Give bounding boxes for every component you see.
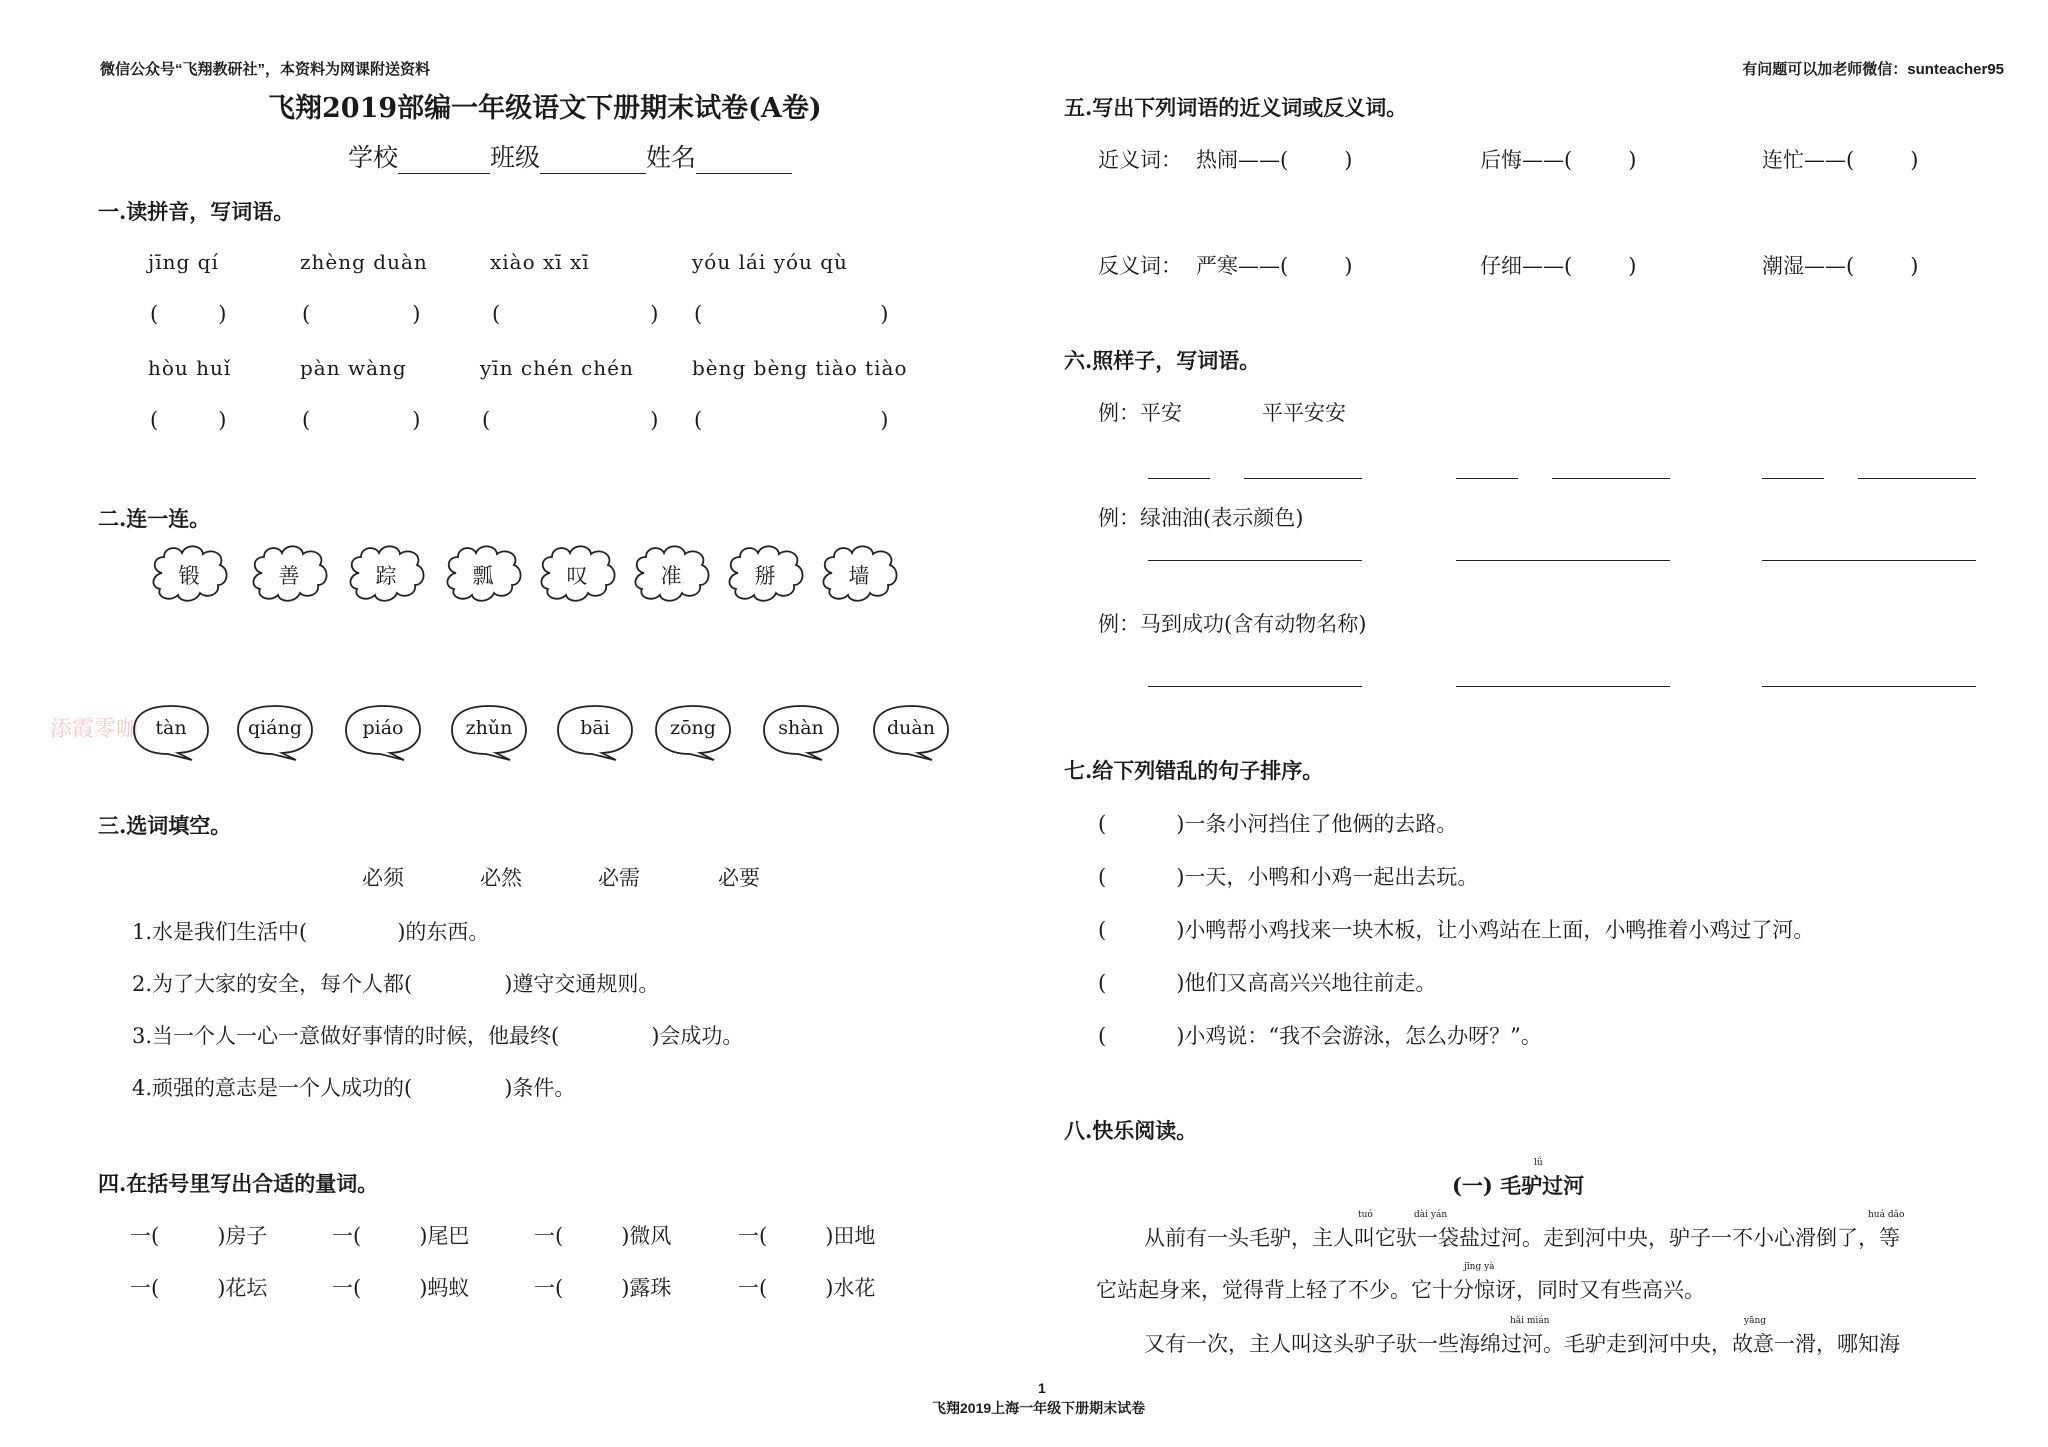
- sentence-item: [1098, 861, 1478, 891]
- word-prompt: 连忙——(: [1762, 148, 1855, 172]
- pinyin-bubble-text: zōng: [670, 717, 716, 739]
- answer-paren[interactable]: ( ): [150, 302, 227, 326]
- pinyin-item: yīn chén chén: [480, 356, 634, 380]
- item-prefix: 一(: [332, 1224, 362, 1248]
- answer-line[interactable]: [1148, 686, 1362, 687]
- answer-line[interactable]: [1456, 560, 1670, 561]
- section7-heading: 七.给下列错乱的句子排序。: [1064, 758, 1324, 783]
- section1-heading: 一.读拼音，写词语。: [98, 199, 295, 224]
- word-prompt: 热闹——(: [1196, 148, 1289, 172]
- measure-word-item: [130, 1272, 267, 1302]
- word-prompt: 潮湿——(: [1762, 254, 1855, 278]
- cloud-character[interactable]: [724, 543, 806, 607]
- answer-line[interactable]: [1762, 686, 1976, 687]
- cloud-character-text: 踪: [375, 564, 397, 588]
- measure-word-item: [534, 1272, 671, 1302]
- cloud-character-text: 准: [660, 564, 682, 588]
- sentence-text: )小鸡说：“我不会游泳，怎么办呀？”。: [1176, 1024, 1542, 1048]
- page-number: 1: [1038, 1380, 1046, 1396]
- pinyin-bubble[interactable]: [128, 700, 214, 764]
- antonym-item: [1196, 250, 1352, 280]
- sentence-text: )他们又高高兴兴地往前走。: [1176, 971, 1437, 995]
- item-suffix: )微风: [621, 1224, 672, 1248]
- answer-paren[interactable]: ( ): [302, 302, 421, 326]
- pinyin-bubble-text: duàn: [887, 717, 935, 739]
- pinyin-bubble-text: piáo: [362, 717, 404, 739]
- pinyin-item: yóu lái yóu qù: [692, 250, 848, 274]
- fill-item: 2.为了大家的安全，每个人都( )遵守交通规则。: [132, 972, 660, 996]
- pinyin-item: zhèng duàn: [300, 250, 428, 274]
- fill-item: 1.水是我们生活中( )的东西。: [132, 920, 490, 944]
- cloud-character[interactable]: [248, 543, 330, 607]
- section8-heading: 八.快乐阅读。: [1064, 1118, 1198, 1143]
- open-paren: (: [1098, 812, 1107, 836]
- answer-paren[interactable]: ( ): [150, 408, 227, 432]
- item-suffix: )花坛: [217, 1276, 268, 1300]
- antonym-label: 反义词：: [1098, 254, 1182, 278]
- ruby-annotation: hǎi mián: [1510, 1316, 1550, 1326]
- sentence-text: )一条小河挡住了他俩的去路。: [1176, 812, 1458, 836]
- open-paren: (: [1098, 971, 1107, 995]
- item-prefix: 一(: [130, 1276, 160, 1300]
- open-paren: (: [1098, 865, 1107, 889]
- ruby-annotation: lǘ: [1534, 1158, 1543, 1168]
- answer-line[interactable]: [1762, 478, 1824, 479]
- cloud-character[interactable]: [630, 543, 712, 607]
- sentence-item: [1098, 1020, 1542, 1050]
- cloud-character[interactable]: [345, 543, 427, 607]
- ruby-annotation: tuó: [1358, 1210, 1373, 1220]
- name-label: 姓名: [646, 143, 697, 172]
- cloud-character-text: 瓢: [472, 564, 494, 588]
- sentence-text: )一天，小鸭和小鸡一起出去玩。: [1176, 865, 1479, 889]
- answer-line[interactable]: [1148, 478, 1210, 479]
- footer-title: 飞翔2019上海一年级下册期末试卷: [932, 1400, 1146, 1416]
- example1-label: 例：平安: [1098, 401, 1182, 425]
- word-prompt: 后悔——(: [1480, 148, 1573, 172]
- word-option: 必然: [480, 866, 522, 890]
- ruby-annotation: dài yán: [1414, 1210, 1448, 1220]
- item-suffix: )露珠: [621, 1276, 672, 1300]
- item-prefix: 一(: [130, 1224, 160, 1248]
- close-paren: ): [1628, 148, 1637, 172]
- pinyin-bubble[interactable]: [340, 700, 426, 764]
- answer-paren[interactable]: ( ): [492, 302, 659, 326]
- item-suffix: )田地: [825, 1224, 876, 1248]
- cloud-character[interactable]: [536, 543, 618, 607]
- example1-answer: 平平安安: [1262, 401, 1346, 425]
- antonym-item: [1480, 250, 1636, 280]
- pinyin-item: bèng bèng tiào tiào: [692, 356, 908, 380]
- section6-heading: 六.照样子，写词语。: [1064, 348, 1261, 373]
- pinyin-bubble-text: tàn: [155, 717, 187, 739]
- cloud-character[interactable]: [818, 543, 900, 607]
- measure-word-item: [332, 1220, 469, 1250]
- antonym-item: [1762, 250, 1918, 280]
- sentence-text: )小鸭帮小鸡找来一块木板，让小鸡站在上面，小鸭推着小鸡过了河。: [1176, 918, 1815, 942]
- item-prefix: 一(: [738, 1224, 768, 1248]
- item-suffix: )蚂蚁: [419, 1276, 470, 1300]
- pinyin-bubble[interactable]: [446, 700, 532, 764]
- section5-heading: 五.写出下列词语的近义词或反义词。: [1064, 95, 1408, 120]
- answer-line[interactable]: [1148, 560, 1362, 561]
- fill-item: 4.顽强的意志是一个人成功的( )条件。: [132, 1076, 576, 1100]
- sentence-item: [1098, 914, 1814, 944]
- synonym-item: [1480, 144, 1636, 174]
- close-paren: ): [1910, 148, 1919, 172]
- ruby-annotation: jīng yà: [1464, 1262, 1495, 1272]
- page-title: 飞翔2019部编一年级语文下册期末试卷(A卷): [268, 93, 822, 124]
- pinyin-bubble[interactable]: [232, 700, 318, 764]
- word-option: 必须: [362, 866, 404, 890]
- pinyin-bubble-text: bāi: [580, 717, 610, 739]
- pinyin-item: jīng qí: [148, 250, 219, 274]
- item-suffix: )水花: [825, 1276, 876, 1300]
- synonym-item: [1196, 144, 1352, 174]
- pinyin-item: hòu huǐ: [148, 356, 232, 380]
- pinyin-bubble-text: zhǔn: [465, 717, 513, 739]
- measure-word-item: [332, 1272, 469, 1302]
- fill-item: 3.当一个人一心一意做好事情的时候，他最终( )会成功。: [132, 1024, 744, 1048]
- close-paren: ): [1344, 254, 1353, 278]
- class-blank[interactable]: [540, 147, 646, 174]
- synonym-item: [1762, 144, 1918, 174]
- item-prefix: 一(: [534, 1224, 564, 1248]
- synonym-label: 近义词：: [1098, 148, 1182, 172]
- ruby-annotation: huá dǎo: [1868, 1210, 1905, 1220]
- sentence-item: [1098, 967, 1436, 997]
- close-paren: ): [1344, 148, 1353, 172]
- item-suffix: )尾巴: [419, 1224, 470, 1248]
- pinyin-bubble-text: shàn: [778, 717, 824, 739]
- header-left-note: 微信公众号“飞翔教研社”，本资料为网课附送资料: [100, 61, 431, 78]
- cloud-character[interactable]: [148, 543, 230, 607]
- student-info: [348, 138, 792, 174]
- cloud-character-text: 善: [278, 564, 300, 588]
- passage-title: (一) 毛驴过河: [1452, 1173, 1585, 1198]
- passage-line: 它站起身来，觉得背上轻了不少。它十分惊讶，同时又有些高兴。: [1096, 1278, 1705, 1302]
- answer-paren[interactable]: ( ): [302, 408, 421, 432]
- cloud-character-text: 锻: [178, 564, 200, 588]
- measure-word-item: [738, 1220, 875, 1250]
- answer-line[interactable]: [1858, 478, 1976, 479]
- answer-line[interactable]: [1244, 478, 1362, 479]
- answer-line[interactable]: [1552, 478, 1670, 479]
- header-right-note: 有问题可以加老师微信：sunteacher95: [1742, 61, 2004, 78]
- answer-line[interactable]: [1456, 686, 1670, 687]
- word-option: 必需: [598, 866, 640, 890]
- pinyin-item: xiào xī xī: [490, 250, 590, 274]
- section2-heading: 二.连一连。: [98, 506, 211, 531]
- example2-label: 例：绿油油(表示颜色): [1098, 506, 1304, 530]
- measure-word-item: [534, 1220, 671, 1250]
- cloud-character-text: 叹: [566, 564, 588, 588]
- passage-line: 从前有一头毛驴，主人叫它驮一袋盐过河。走到河中央，驴子一不小心滑倒了，等: [1144, 1226, 1900, 1250]
- watermark: 添霞零咖: [50, 717, 139, 742]
- example3-label: 例：马到成功(含有动物名称): [1098, 612, 1367, 636]
- close-paren: ): [1628, 254, 1637, 278]
- school-blank[interactable]: [398, 147, 490, 174]
- cloud-character[interactable]: [442, 543, 524, 607]
- word-prompt: 仔细——(: [1480, 254, 1573, 278]
- pinyin-item: pàn wàng: [300, 356, 407, 380]
- answer-paren[interactable]: ( ): [694, 302, 889, 326]
- school-label: 学校: [348, 143, 399, 172]
- answer-line[interactable]: [1762, 560, 1976, 561]
- pinyin-bubble[interactable]: [650, 700, 736, 764]
- open-paren: (: [1098, 1024, 1107, 1048]
- cloud-character-text: 掰: [754, 564, 776, 588]
- answer-paren[interactable]: ( ): [482, 408, 659, 432]
- pinyin-bubble-text: qiáng: [248, 717, 302, 739]
- pinyin-bubble[interactable]: [868, 700, 954, 764]
- section3-heading: 三.选词填空。: [98, 813, 232, 838]
- cloud-character-text: 墙: [848, 564, 870, 588]
- pinyin-bubble[interactable]: [758, 700, 844, 764]
- measure-word-item: [738, 1272, 875, 1302]
- word-option: 必要: [718, 866, 760, 890]
- item-prefix: 一(: [332, 1276, 362, 1300]
- answer-paren[interactable]: ( ): [694, 408, 889, 432]
- item-prefix: 一(: [738, 1276, 768, 1300]
- measure-word-item: [130, 1220, 267, 1250]
- name-blank[interactable]: [696, 147, 792, 174]
- word-prompt: 严寒——(: [1196, 254, 1289, 278]
- ruby-annotation: yāng: [1744, 1316, 1767, 1326]
- pinyin-bubble[interactable]: [552, 700, 638, 764]
- item-suffix: )房子: [217, 1224, 268, 1248]
- close-paren: ): [1910, 254, 1919, 278]
- passage-line: 又有一次，主人叫这头驴子驮一些海绵过河。毛驴走到河中央，故意一滑，哪知海: [1144, 1332, 1900, 1356]
- section4-heading: 四.在括号里写出合适的量词。: [98, 1171, 379, 1196]
- open-paren: (: [1098, 918, 1107, 942]
- item-prefix: 一(: [534, 1276, 564, 1300]
- class-label: 班级: [490, 143, 541, 172]
- sentence-item: [1098, 808, 1457, 838]
- answer-line[interactable]: [1456, 478, 1518, 479]
